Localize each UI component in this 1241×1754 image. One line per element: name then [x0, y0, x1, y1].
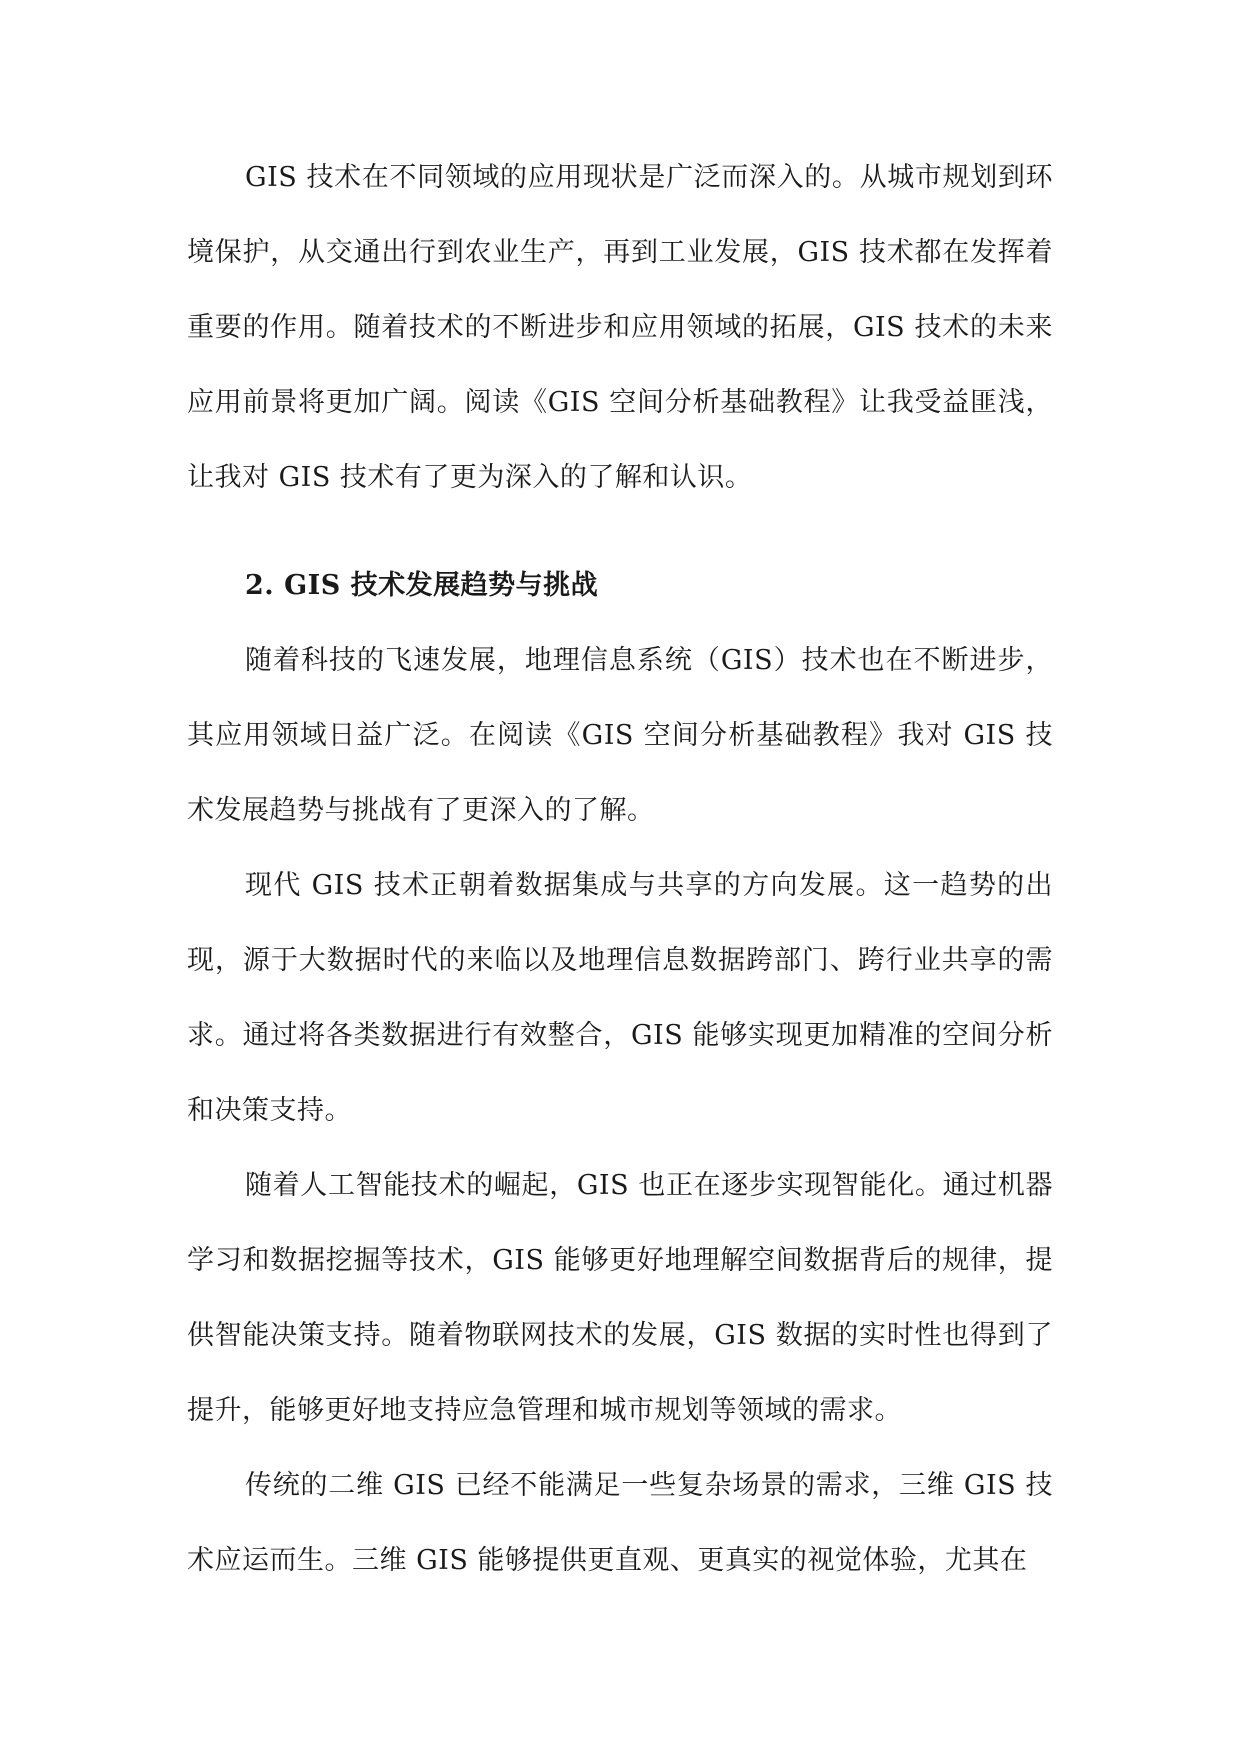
section-heading: 2. GIS 技术发展趋势与挑战 — [245, 570, 599, 601]
paragraph-gis-applications: GIS 技术在不同领域的应用现状是广泛而深入的。从城市规划到环境保护，从交通出行到农业生产，再到工业发展，GIS 技术都在发挥着重要的作用。随着技术的不断进步和应用领域的拓展，GIS 技术的未来应用前景将更加广阔。阅读《GIS 空间分析基础教程》让我受益匪浅，让我对 GIS 技术有了更为深入的了解和认识。 — [187, 162, 1053, 493]
paragraph-intro-trends: 随着科技的飞速发展，地理信息系统（GIS）技术也在不断进步，其应用领域日益广泛。在阅读《GIS 空间分析基础教程》我对 GIS 技术发展趋势与挑战有了更深入的了解。 — [187, 645, 1053, 826]
paragraph-data-integration: 现代 GIS 技术正朝着数据集成与共享的方向发展。这一趋势的出现，源于大数据时代的来临以及地理信息数据跨部门、跨行业共享的需求。通过将各类数据进行有效整合，GIS 能够实现更加精准的空间分析和决策支持。 — [187, 870, 1053, 1126]
document-body — [187, 140, 1053, 1598]
paragraph-ai-intelligence: 随着人工智能技术的崛起，GIS 也正在逐步实现智能化。通过机器学习和数据挖掘等技术，GIS 能够更好地理解空间数据背后的规律，提供智能决策支持。随着物联网技术的发展，GIS 数据的实时性也得到了提升，能够更好地支持应急管理和城市规划等领域的需求。 — [187, 1170, 1053, 1426]
paragraph-3d-gis: 传统的二维 GIS 已经不能满足一些复杂场景的需求，三维 GIS 技术应运而生。三维 GIS 能够提供更直观、更真实的视觉体验，尤其在 — [187, 1470, 1053, 1576]
